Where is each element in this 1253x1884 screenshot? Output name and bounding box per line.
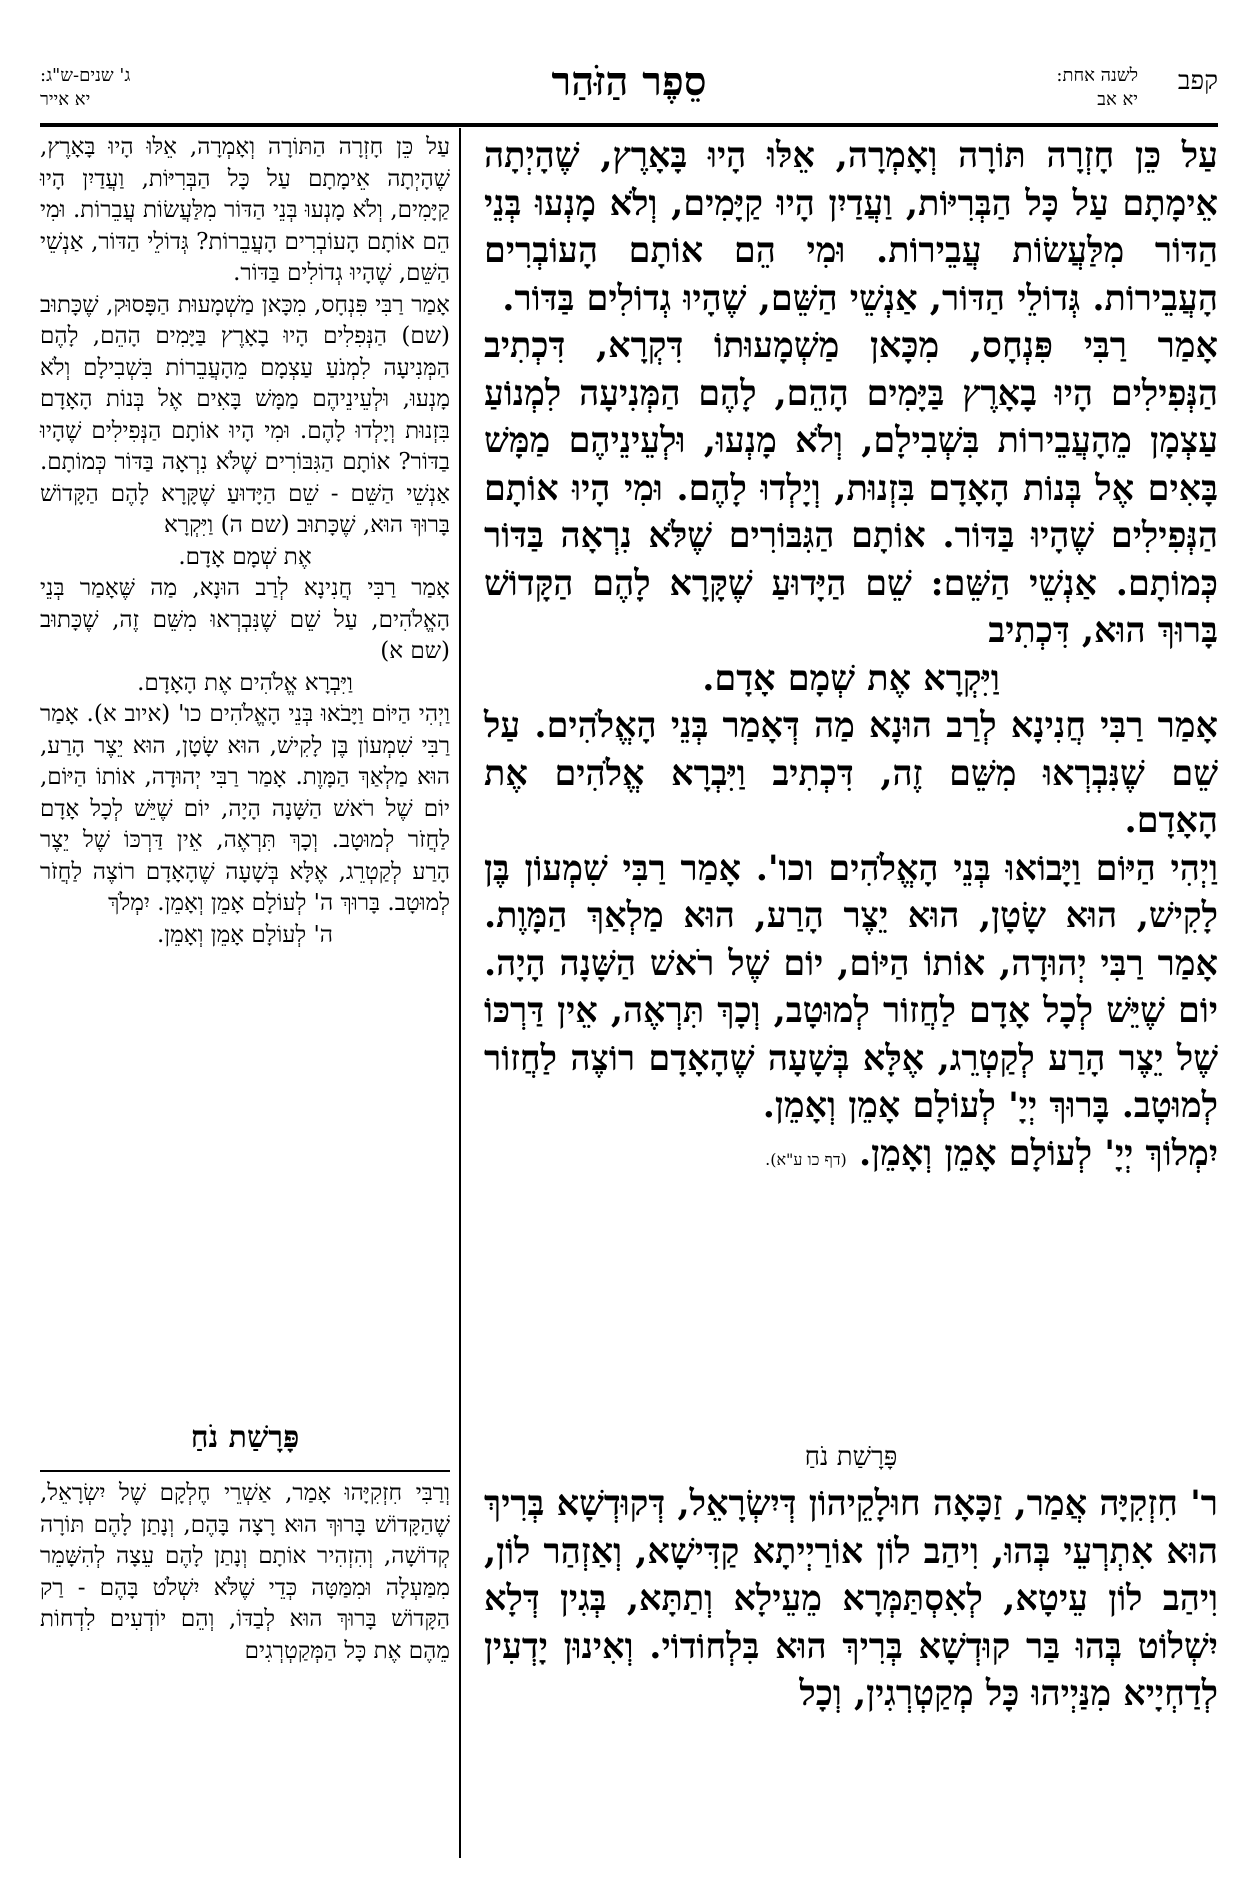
right-paragraph: וַיְהִי הַיּוֹם וַיָּבוֹאוּ בְּנֵי הָאֱלֹהִים וכו'. אָמַר רַבִּי שִׁמְעוֹן בֶּן לָקִישׁ, הוּא שָׂטָן, הוּא יֵצֶר הָרַע, הוּא מַלְאַךְ הַמָּוֶת. אָמַר רַבִּי יְהוּדָה, אוֹתוֹ הַיּוֹם, יוֹם שֶׁל רֹאשׁ הַשָּׁנָה הָיָה. יוֹם שֶׁיֵּשׁ לְכָל אָדָם לַחֲזוֹר לְמוּטָב, וְכָךְ תִּרְאֶה, אֵין דַּרְכּוֹ שֶׁל יֵצֶר הָרַע לְקַטְרֵג, אֶלָּא בְּשָׁעָה שֶׁהָאָדָם רוֹצֶה לַחֲזוֹר לְמוּטָב. בָּרוּךְ יְיָ' לְעוֹלָם אָמֵן וְאָמֵן. <box>484 847 1218 1126</box>
right-closing-text: יִמְלוֹךְ יְיָ' לְעוֹלָם אָמֵן וְאָמֵן. <box>858 1132 1218 1174</box>
reading-schedule-left-line1: ג' שנים-ש"ג: <box>40 65 131 86</box>
right-paragraph: וַיִּקְרָא אֶת שְׁמָם אָדָם. <box>702 657 1000 699</box>
right-column-main <box>484 132 1218 1183</box>
reading-schedule-right-line1: לשנה אחת: <box>1056 65 1138 86</box>
right-section-title: פָּרָשַׁת נֹחַ <box>804 1442 898 1472</box>
book-title: סֵפֶר הַזֹּהַר <box>551 58 707 105</box>
left-paragraph: וַיְהִי הַיּוֹם וַיָּבֹאוּ בְּנֵי הָאֱלֹהִים כו' (איוב א). אָמַר רַבִּי שִׁמְעוֹן בֶּן לָקִישׁ, הוּא שָׂטָן, הוּא יֵצֶר הָרַע, הוּא מַלְאַךְ הַמָּוֶת. אָמַר רַבִּי יְהוּדָה, אוֹתוֹ הַיּוֹם, יוֹם שֶׁל רֹאשׁ הַשָּׁנָה הָיָה, יוֹם שֶׁיֵּשׁ לְכָל אָדָם לַחֲזֹר לְמוּטָב. וְכָךְ תִּרְאֶה, אֵין דַּרְכּוֹ שֶׁל יֵצֶר הָרַע לְקַטְרֵג, אֶלָּא בְּשָׁעָה שֶׁהָאָדָם רוֹצֶה לַחֲזֹר לְמוּטָב. בָּרוּךְ ה' לְעוֹלָם אָמֵן וְאָמֵן. יִמְלֹךְ <box>40 701 450 916</box>
left-paragraph: אֶת שְׁמָם אָדָם. <box>178 543 312 570</box>
left-section-title: פָּרָשַׁת נֹחַ <box>190 1420 300 1455</box>
page-header <box>40 58 1218 120</box>
header-rule <box>40 123 1218 127</box>
daf-reference: (דף כו ע"א). <box>765 1149 847 1169</box>
left-paragraph: וַיִּבְרָא אֱלֹהִים אֶת הָאָדָם. <box>137 669 353 696</box>
reading-schedule-right-line2: יא אב <box>1097 89 1138 110</box>
right-paragraph: עַל כֵּן חָזְרָה תּוֹרָה וְאָמְרָה, אֵלּוּ הָיוּ בָּאָרֶץ, שֶׁהָיְתָה אֵימָתָם עַל כָּל הַבְּרִיּוֹת, וַעֲדַיִן הָיוּ קַיָּמִים, וְלֹא מָנְעוּ בְּנֵי הַדּוֹר מִלַּעֲשׂוֹת עֲבֵירוֹת. וּמִי הֵם אוֹתָם הָעוֹבְרִים הָעֲבֵירוֹת. גְּדוֹלֵי הַדּוֹר, אַנְשֵׁי הַשֵּׁם, שֶׁהָיוּ גְדוֹלִים בַּדּוֹר. <box>484 135 1218 319</box>
left-paragraph: עַל כֵּן חָזְרָה הַתּוֹרָה וְאָמְרָה, אֵלּוּ הָיוּ בָּאָרֶץ, שֶׁהָיְתָה אֵימָתָם עַל כָּל הַבְּרִיּוֹת, וַעֲדַיִן הָיוּ קַיָּמִים, וְלֹא מָנְעוּ בְּנֵי הַדּוֹר מִלַּעֲשׂוֹת עֲבֵרוֹת. וּמִי הֵם אוֹתָם הָעוֹבְרִים הָעֲבֵרוֹת? גְּדוֹלֵי הַדּוֹר, אַנְשֵׁי הַשֵּׁם, שֶׁהָיוּ גְדוֹלִים בַּדּוֹר. <box>40 134 450 286</box>
column-divider <box>459 128 461 1858</box>
left-section-paragraph: וְרַבִּי חִזְקִיָּהוּ אָמַר, אַשְׁרֵי חֶלְקָם שֶׁל יִשְׂרָאֵל, שֶׁהַקָּדוֹשׁ בָּרוּךְ הוּא רָצָה בָּהֶם, וְנָתַן לָהֶם תּוֹרָה קְדוֹשָׁה, וְהִזְהִיר אוֹתָם וְנָתַן לָהֶם עֵצָה לְהִשָּׁמֵר מִמַּעְלָה וּמִמַּטָּה כְּדֵי שֶׁלֹּא יִשְׁלֹט בָּהֶם - רַק הַקָּדוֹשׁ בָּרוּךְ הוּא לְבַדּוֹ, וְהֵם יוֹדְעִים לִדְחוֹת מֵהֶם אֶת כָּל הַמְּקַטְרְגִים <box>40 1480 450 1664</box>
reading-schedule-left-line2: יא אייר <box>40 89 91 110</box>
left-paragraph: אָמַר רַבִּי פִּנְחָס, מִכָּאן מַשְׁמָעוּת הַפָּסוּק, שֶׁכָּתוּב (שם) הַנְּפִלִים הָיוּ בָאָרֶץ בַּיָּמִים הָהֵם, לָהֶם הַמְּנִיעָה לִמְנֹעַ עַצְמָם מֵהָעֲבֵרוֹת בִּשְׁבִילָם וְלֹא מָנְעוּ, וּלְעֵינֵיהֶם מַמָּשׁ בָּאִים אֶל בְּנוֹת הָאָדָם בִּזְנוּת וְיָלְדוּ לָהֶם. וּמִי הָיוּ אוֹתָם הַנְּפִילִים שֶׁהָיוּ בַדּוֹר? אוֹתָם הַגִּבּוֹרִים שֶׁלֹּא נִרְאָה בַּדּוֹר כְּמוֹתָם. אַנְשֵׁי הַשֵּׁם - שֵׁם הַיָּדוּעַ שֶׁקָּרָא לָהֶם הַקָּדוֹשׁ בָּרוּךְ הוּא, שֶׁכָּתוּב (שם ה) וַיִּקְרָא <box>40 291 450 538</box>
page-number: קפב <box>1177 66 1218 96</box>
left-paragraph: אָמַר רַבִּי חֲנִינָא לְרַב הוּנָא, מַה שֶּׁאָמַר בְּנֵי הָאֱלֹהִים, עַל שֵׁם שֶׁנִּבְרְאוּ מִשֵּׁם זֶה, שֶׁכָּתוּב (שם א) <box>40 575 450 664</box>
reading-schedule-left <box>40 64 130 112</box>
right-section-paragraph: ר' חִזְקִיָּה אֲמַר, זַכָּאָה חוּלָקֵיהוֹן דְּיִשְׂרָאֵל, דְּקוּדְשָׁא בְּרִיךְ הוּא אִתְרְעֵי בְּהוּ, וִיהַב לוֹן אוֹרַיְיתָא קַדִּישָׁא, וְאַזְהַר לוֹן, וִיהַב לוֹן עֵיטָא, לְאִסְתַּמְּרָא מֵעֵילָא וְתַתָּא, בְּגִין דְּלָא יִשְׁלוֹט בְּהוּ בַּר קוּדְשָׁא בְּרִיךְ הוּא בִּלְחוֹדוֹי. וְאִינוּן יָדְעִין לְדַחְיָיא מִנַּיְיהוּ כָּל מְקַטְרְגִין, וְכָל <box>484 1483 1218 1714</box>
right-paragraph: אָמַר רַבִּי פִּנְחָס, מִכָּאן מַשְׁמָעוּתוֹ דִּקְרָא, דִּכְתִיב הַנְּפִילִים הָיוּ בָאָרֶץ בַּיָּמִים הָהֵם, לָהֶם הַמְּנִיעָה לִמְנוֹעַ עַצְמָן מֵהָעֲבֵירוֹת בִּשְׁבִילָם, וְלֹא מָנְעוּ, וּלְעֵינֵיהֶם מַמָּשׁ בָּאִים אֶל בְּנוֹת הָאָדָם בִּזְנוּת, וְיָלְדוּ לָהֶם. וּמִי הָיוּ אוֹתָם הַנְּפִילִים שֶׁהָיוּ בַּדּוֹר. אוֹתָם הַגִּבּוֹרִים שֶׁלֹּא נִרְאָה בַּדּוֹר כְּמוֹתָם. אַנְשֵׁי הַשֵּׁם: שֵׁם הַיָּדוּעַ שֶׁקָּרָא לָהֶם הַקָּדוֹשׁ בָּרוּךְ הוּא, דִּכְתִיב <box>484 325 1218 651</box>
left-column-main <box>40 132 450 951</box>
right-paragraph: אָמַר רַבִּי חֲנִינָא לְרַב הוּנָא מַה דְּאָמַר בְּנֵי הָאֱלֹהִים. עַל שֵׁם שֶׁנִּבְרְאוּ מִשֵּׁם זֶה, דִּכְתִיב וַיִּבְרָא אֱלֹהִים אֶת הָאָדָם. <box>484 705 1218 841</box>
left-column-section <box>40 1478 450 1667</box>
left-section-rule <box>40 1470 450 1472</box>
right-column-section <box>484 1480 1218 1718</box>
left-paragraph: ה' לְעוֹלָם אָמֵן וְאָמֵן. <box>156 921 334 948</box>
right-paragraph-closing <box>484 1130 1218 1184</box>
